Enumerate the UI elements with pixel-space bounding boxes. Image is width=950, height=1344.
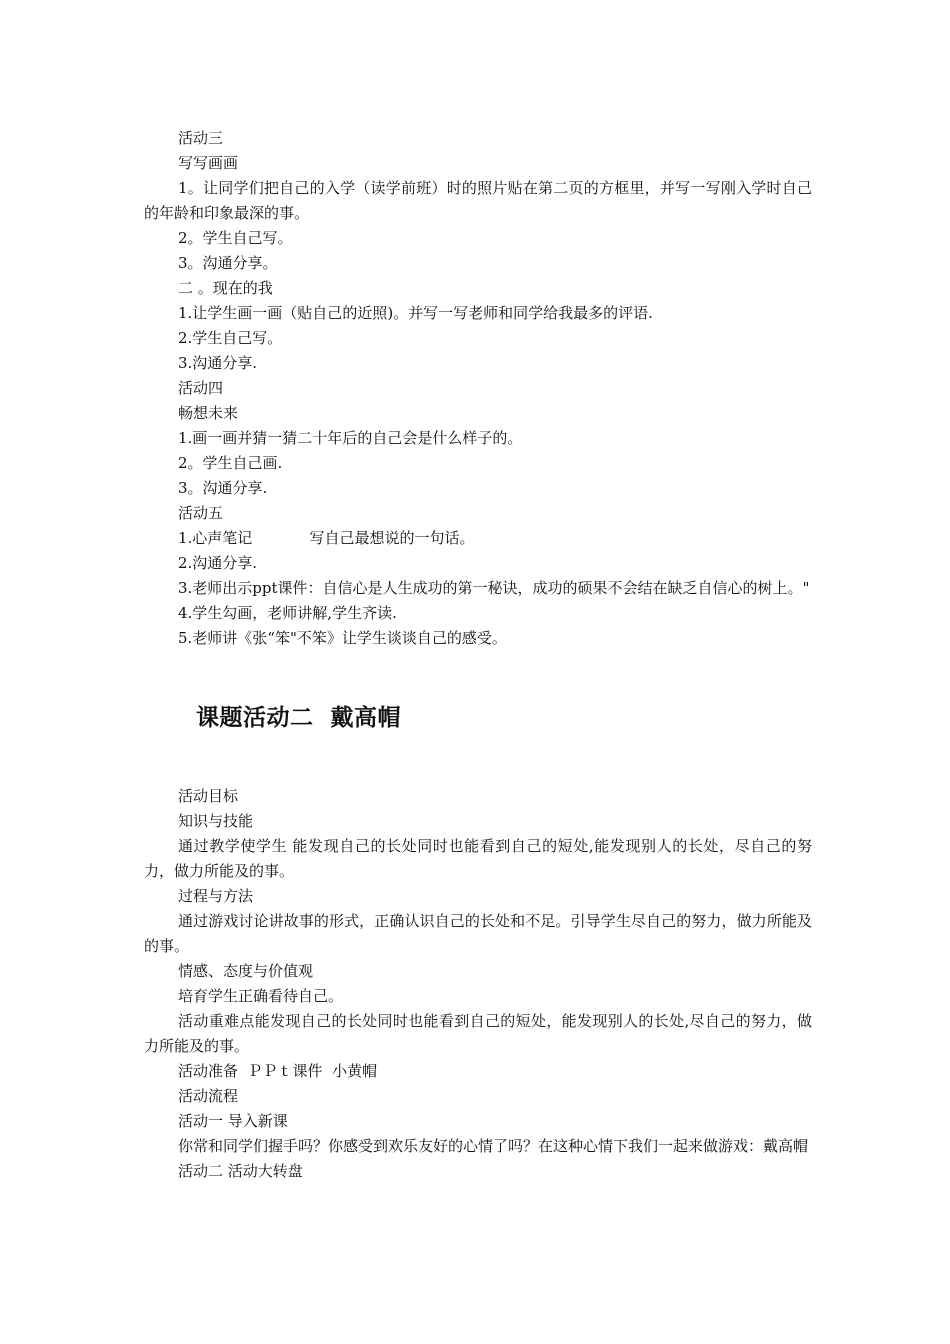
body-paragraph: 活动重难点能发现自己的长处同时也能看到自己的短处，能发现别人的长处,尽自己的努力，做力所能及的事。	[144, 1012, 812, 1055]
lesson-title: 课题活动二 戴高帽	[196, 705, 402, 731]
lesson-section-part1	[144, 126, 812, 651]
body-paragraph: 通过游戏讨论讲故事的形式，正确认识自己的长处和不足。引导学生尽自己的努力，做力所能及的事。	[144, 912, 812, 955]
step-paragraph: 3.老师出示ppt课件：自信心是人生成功的第一秘诀，成功的硕果不会结在缺乏自信心的树上。"	[178, 579, 810, 597]
body-paragraph: 通过教学使学生 能发现自己的长处同时也能看到自己的短处,能发现别人的长处，尽自己的努力，做力所能及的事。	[144, 837, 812, 880]
step-paragraph: 2.学生自己写。	[178, 329, 283, 347]
step-paragraph: 2.沟通分享.	[178, 554, 258, 572]
step-paragraph: 3。沟通分享.	[178, 479, 268, 497]
activity-heading: 活动一 导入新课	[178, 1112, 288, 1130]
step-paragraph: 4.学生勾画，老师讲解,学生齐读.	[178, 604, 397, 622]
subsection-heading: 过程与方法	[178, 887, 254, 905]
activity-heading: 活动三	[178, 129, 224, 147]
activity-heading: 活动五	[178, 504, 224, 522]
activity-heading: 活动二 活动大转盘	[178, 1162, 303, 1180]
body-paragraph: 活动准备 ＰＰｔ课件 小黄帽	[178, 1062, 378, 1080]
activity-heading: 活动四	[178, 379, 224, 397]
subsection-heading: 活动流程	[178, 1087, 239, 1105]
step-paragraph: 1。让同学们把自己的入学（读学前班）时的照片贴在第二页的方框里，并写一写刚入学时自己的年龄和印象最深的事。	[144, 179, 812, 222]
subsection-heading: 情感、态度与价值观	[178, 962, 314, 980]
objectives-heading: 活动目标	[178, 787, 239, 805]
step-paragraph: 3。沟通分享。	[178, 254, 278, 272]
activity-subtitle: 畅想未来	[178, 404, 239, 422]
step-paragraph: 1.画一画并猜一猜二十年后的自己会是什么样子的。	[178, 429, 523, 447]
subsection-heading: 二 。现在的我	[178, 279, 273, 297]
activity-subtitle: 写写画画	[178, 154, 239, 172]
step-paragraph: 2。学生自己画.	[178, 454, 283, 472]
step-paragraph: 2。学生自己写。	[178, 229, 293, 247]
step-paragraph: 5.老师讲《张“笨"不笨》让学生谈谈自己的感受。	[178, 629, 507, 647]
step-paragraph: 3.沟通分享.	[178, 354, 258, 372]
step-paragraph: 1.让学生画一画（贴自己的近照)。并写一写老师和同学给我最多的评语.	[178, 304, 653, 322]
lesson-section-part2	[144, 784, 812, 1184]
body-paragraph: 培育学生正确看待自己。	[178, 987, 344, 1005]
subsection-heading: 知识与技能	[178, 812, 254, 830]
body-paragraph: 你常和同学们握手吗？你感受到欢乐友好的心情了吗？在这种心情下我们一起来做游戏：戴高帽	[178, 1137, 809, 1155]
step-paragraph: 1.心声笔记 写自己最想说的一句话。	[178, 529, 475, 547]
